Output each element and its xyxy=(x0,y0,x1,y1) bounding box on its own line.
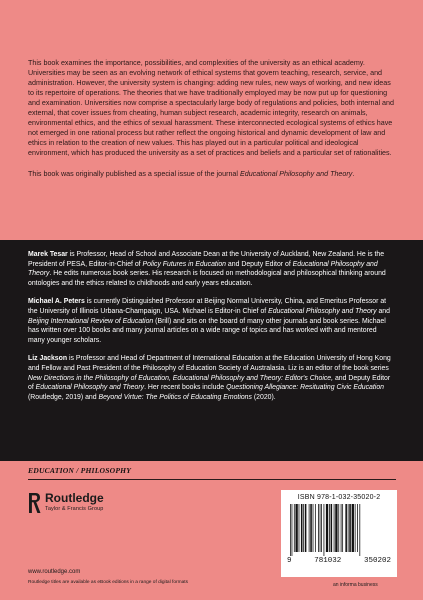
routledge-logo xyxy=(28,492,104,514)
isbn-barcode xyxy=(281,490,397,577)
barcode-digit-group-1: 781032 xyxy=(314,557,342,565)
barcode-bar xyxy=(301,504,303,552)
bio-text: (Brill) and sits on the board of many other journals and book series. Michael has written over 100 books and many journal articles on a wide range of topics and has worked with and mentored many younger scholars. xyxy=(28,317,386,344)
bio-text: is currently Distinguished Professor at Beijing Normal University, China, and Emeritus Professor at the University of Illinois Urbana-Champaign, USA. Michael is Editor-in Chief of xyxy=(28,298,387,315)
subject-category: EDUCATION / PHILOSOPHY xyxy=(28,466,132,475)
routledge-r-icon xyxy=(28,492,41,514)
publication-note xyxy=(28,169,396,179)
bio-italic: Beyond Virtue: The Politics of Educating Emotions xyxy=(98,393,252,401)
barcode-bar xyxy=(313,504,314,552)
barcode-bar xyxy=(326,504,328,552)
barcode-bar xyxy=(299,504,300,552)
bio-italic: Educational Philosophy and Theory xyxy=(28,260,378,278)
journal-title: Educational Philosophy and Theory xyxy=(239,170,353,179)
barcode-bar xyxy=(352,504,354,552)
barcode-bar xyxy=(292,504,293,556)
barcode-bar xyxy=(342,504,343,552)
bio-italic: Educational Philosophy and Theory xyxy=(35,384,145,392)
ebook-availability-note: Routledge titles are available as eBook editions in a range of digital formats xyxy=(28,580,188,585)
barcode-bar xyxy=(329,504,330,552)
barcode-bar xyxy=(324,504,325,556)
barcode-bar xyxy=(349,504,351,552)
bio-text: (2020). xyxy=(251,393,276,401)
barcode-bar xyxy=(338,504,339,552)
bio-italic: New Directions in the Philosophy of Education, Educational Philosophy and Theory: Editor's Choice, xyxy=(28,374,334,382)
barcode-digit-first: 9 xyxy=(287,557,292,565)
description-text: This book examines the importance, possibilities, and complexities of the university as an ethical academy. Universities may be seen as an evolving network of ethical systems that govern teaching, research, service, and administration. However, the university system is changing: adding new rules, new ways of working, and new ideas to its repertoire of operations. The theories that we have traditionally employed may be now put up for questioning and examination. Universities now comprise a spectacularly large body of regulations and policies, both internal and external, that cover issues from cheating, human subject research, academic integrity, research on animals, environmental ethics, and the ethics of sexual harassment. These interconnected ecological systems of ethics have not emerged in one rational process but rather reflect the ongoing historical and dynamic development of law and ethics in relation to the creation of new values. This has played out in a particular political and ideological environment, which has produced the university as a set of practices and beliefs and a particular set of rationalities. xyxy=(28,59,394,158)
publication-note-text: This book was originally published as a special issue of the journal xyxy=(28,170,240,179)
publisher-group: Taylor & Francis Group xyxy=(45,506,104,512)
barcode-bar xyxy=(321,504,322,552)
barcode-bar xyxy=(334,504,335,552)
barcode-bar xyxy=(295,504,297,552)
barcode-bar xyxy=(294,504,295,552)
barcode-bars xyxy=(287,504,391,556)
bio-text: and xyxy=(376,307,390,315)
bio-text: (Routledge, 2019) and xyxy=(28,393,99,401)
bio-text: and Deputy Editor of xyxy=(226,260,293,268)
book-description xyxy=(28,58,396,191)
bio-text: . Her recent books include xyxy=(144,384,227,392)
isbn-label: ISBN 978-1-032-35020-2 xyxy=(297,494,381,501)
barcode-digit-group-2: 350202 xyxy=(363,557,391,565)
publication-note-end: . xyxy=(352,170,355,179)
barcode-bar xyxy=(309,504,310,552)
barcode-bar xyxy=(341,504,342,552)
bio-text: is Professor and Head of Department of International Education at the Education University of Hong Kong and Fellow and Past President of the Philosophy of Education Society of Australasia. Liz is an editor of the book series xyxy=(28,355,391,372)
barcode-digits xyxy=(285,557,393,565)
bio-italic: Questioning Allegiance: Resituating Civic Education xyxy=(226,384,384,392)
author-bio-panel xyxy=(0,240,423,461)
bio-italic: Beijing International Review of Education xyxy=(28,317,154,325)
publisher-name: Routledge xyxy=(45,491,104,505)
barcode-bar xyxy=(348,504,349,552)
barcode-bar xyxy=(315,504,316,552)
barcode-bar xyxy=(359,504,360,556)
divider xyxy=(28,479,396,480)
barcode-bar xyxy=(357,504,358,552)
barcode-bar xyxy=(345,504,347,552)
barcode-bar xyxy=(318,504,319,552)
logo-text xyxy=(45,492,104,512)
author-name: Michael A. Peters xyxy=(28,298,85,306)
bio-text: . He edits numerous book series. His research is focused on methodological and philosophical thinking around ontologies and the ethics related to childhoods and early years education. xyxy=(28,270,386,287)
bio-italic: Policy Futures in Education xyxy=(142,260,227,268)
author-name: Liz Jackson xyxy=(28,355,68,363)
bio-text: is Professor, Head of School and Associate Dean at the University of Auckland, New Zealand. He is the President of PESA, Editor-in-Chief of xyxy=(28,251,385,268)
description-paragraph xyxy=(28,58,396,158)
bio-liz-jackson xyxy=(28,354,395,402)
barcode-bar xyxy=(335,504,337,552)
bio-text: and Deputy Editor of xyxy=(28,374,391,392)
author-name: Marek Tesar xyxy=(28,251,68,258)
publisher-website[interactable]: www.routledge.com xyxy=(28,569,81,575)
barcode-bar xyxy=(290,504,291,556)
barcode-bar xyxy=(310,504,312,552)
barcode-bar xyxy=(305,504,307,552)
informa-business-tag: an informa business xyxy=(333,582,378,588)
bio-marek-tesar xyxy=(28,250,395,288)
barcode-bar xyxy=(355,504,356,552)
bio-italic: Educational Philosophy and Theory xyxy=(268,307,377,315)
barcode-bar xyxy=(331,504,333,552)
barcode-bar xyxy=(303,504,304,552)
bio-michael-peters xyxy=(28,297,395,345)
barcode-bar xyxy=(320,504,321,552)
